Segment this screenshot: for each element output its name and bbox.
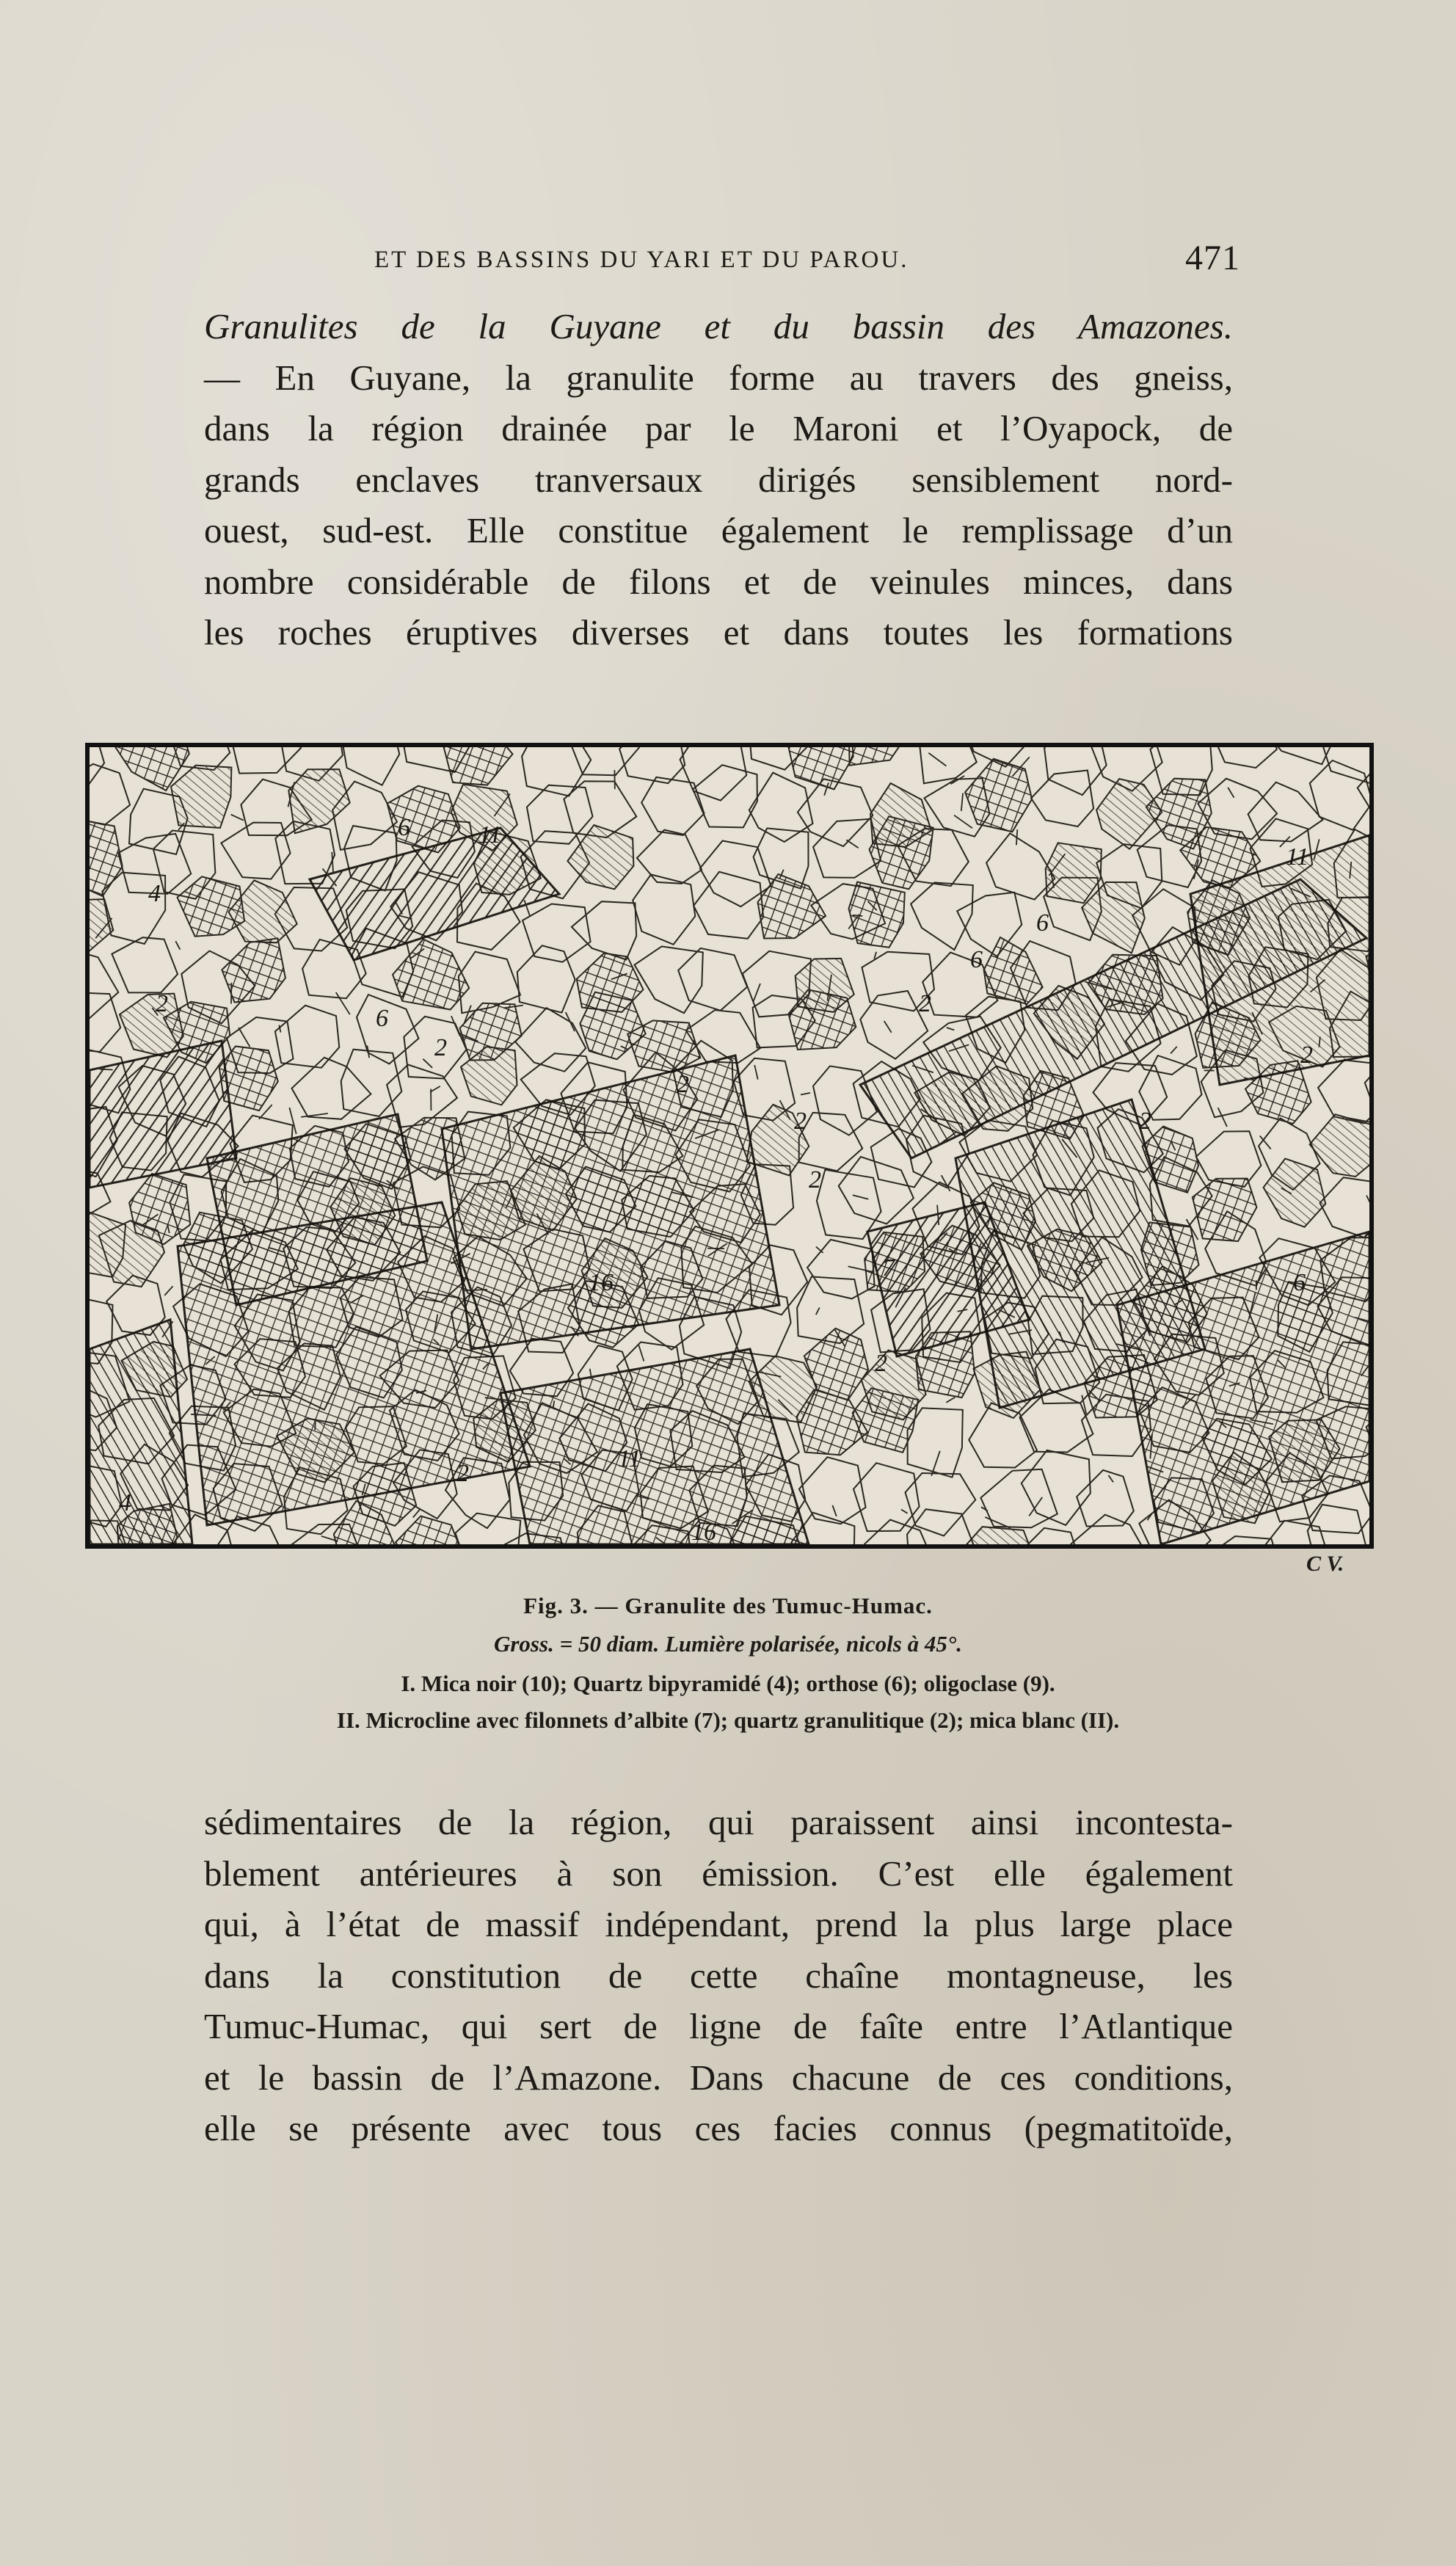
mineral-label: 2	[456, 1460, 469, 1487]
text-line: les roches éruptives diverses et dans toutes les formations	[204, 612, 1233, 653]
mineral-label: 4	[119, 1489, 131, 1516]
mineral-label: 6	[1036, 909, 1049, 937]
mineral-label: 11	[1286, 843, 1309, 871]
figure-caption-magnification: Gross. = 50 diam. Lumière polarisée, nicols à 45°.	[493, 1631, 962, 1657]
mineral-label: 2	[1300, 1042, 1313, 1069]
mineral-label: 6	[398, 814, 410, 841]
mineral-label: 4	[148, 880, 161, 907]
text-line: nombre considérable de filons et de veinules minces, dans	[204, 561, 1233, 602]
running-title: ET DES BASSINS DU YARI ET DU PAROU.	[374, 247, 909, 273]
mineral-label: 6	[970, 946, 983, 973]
mineral-label: 16	[691, 1519, 716, 1544]
mineral-label: 2	[809, 1166, 821, 1193]
text-line: ouest, sud-est. Elle constitue également le remplissage d’un	[204, 510, 1233, 550]
text-line: dans la constitution de cette chaîne montagneuse, les	[204, 1955, 1233, 1996]
running-head	[374, 239, 1240, 291]
mineral-label: 2	[919, 990, 931, 1017]
text-line: blement antérieures à son émission. C’est elle également	[204, 1853, 1233, 1894]
mineral-label: 11	[618, 1445, 641, 1472]
mineral-label: 2	[156, 990, 168, 1017]
paragraph-top	[204, 301, 1233, 658]
text-line: elle se présente avec tous ces facies connus (pegmatitoïde,	[204, 2108, 1233, 2148]
crack-mark	[315, 1421, 316, 1431]
crack-mark	[100, 1069, 113, 1070]
crack-mark	[853, 915, 863, 916]
figure-illustration	[85, 743, 1374, 1549]
mineral-label: 2	[875, 1350, 887, 1377]
text-line: et le bassin de l’Amazone. Dans chacune de ces conditions,	[204, 2057, 1233, 2098]
mineral-label: 2	[677, 1071, 689, 1098]
text-line: Tumuc-Humac, qui sert de ligne de faîte entre l’Atlantique	[204, 2006, 1233, 2046]
mineral-label: 16	[589, 1269, 614, 1296]
figure-caption-title: Fig. 3. — Granulite des Tumuc-Humac.	[523, 1593, 933, 1618]
figure-caption-legend-1: I. Mica noir (10); Quartz bipyramidé (4); orthose (6); oligoclase (9).	[401, 1671, 1055, 1696]
thin-section-engraving	[90, 747, 1369, 1544]
text-line: dans la région drainée par le Maroni et l’Oyapock, de	[204, 408, 1233, 448]
artist-signature: C V.	[1306, 1552, 1344, 1576]
text-line: grands enclaves tranversaux dirigés sensiblement nord-	[204, 459, 1233, 500]
mineral-label: 2	[1139, 1108, 1151, 1135]
section-heading: Granulites de la Guyane et du bassin des Amazones.	[204, 306, 1233, 346]
mineral-label: 2	[434, 1034, 447, 1061]
mineral-label: 6	[1293, 1269, 1306, 1296]
text-line: — En Guyane, la granulite forme au travers des gneiss,	[204, 357, 1233, 398]
page-number: 471	[1185, 239, 1240, 277]
text-line: sédimentaires de la région, qui paraissent ainsi incontesta-	[204, 1802, 1233, 1842]
paragraph-bottom	[204, 1797, 1233, 2154]
figure-caption-legend-2: II. Microcline avec filonnets d’albite (7); quartz granulitique (2); mica blanc (II).	[336, 1707, 1120, 1733]
mineral-label: 11	[478, 821, 502, 848]
mineral-label: 2	[794, 1108, 807, 1135]
text-line: qui, à l’état de massif indépendant, prend la plus large place	[204, 1904, 1233, 1944]
mineral-label: 6	[376, 1005, 388, 1032]
mineral-label: 7	[882, 1254, 895, 1282]
